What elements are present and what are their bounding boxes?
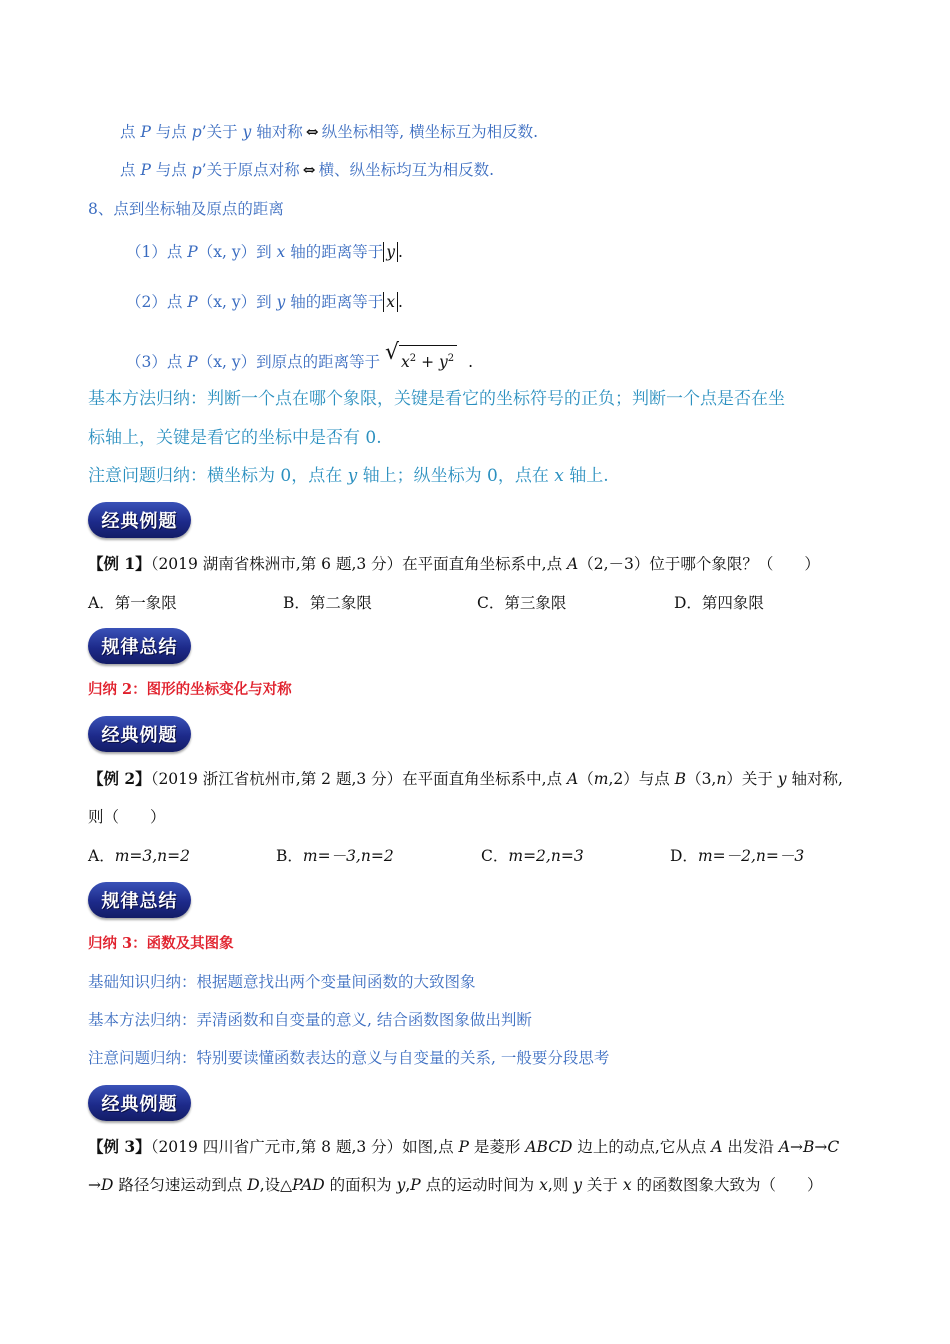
text: ,设△ bbox=[259, 1176, 293, 1194]
example3-question-cont bbox=[88, 1174, 823, 1196]
text: （2019 浙江省杭州市,第 2 题,3 分）在平面直角坐标系中,点 bbox=[150, 770, 568, 788]
text: 的面积为 bbox=[324, 1176, 397, 1194]
text: 的函数图象大致为（ ） bbox=[631, 1176, 823, 1194]
var-x: x bbox=[401, 353, 410, 372]
radicand bbox=[399, 345, 457, 373]
period: . bbox=[397, 293, 403, 311]
var-p-prime: p bbox=[191, 161, 202, 179]
var-x: x bbox=[554, 466, 564, 486]
distance-item-2 bbox=[126, 291, 403, 313]
var-y: y bbox=[242, 123, 252, 141]
guina3-heading: 归纳 3：函数及其图象 bbox=[88, 935, 234, 952]
var-a: A bbox=[567, 555, 579, 573]
text: ）关于 bbox=[726, 770, 778, 788]
example1-option-b[interactable]: B．第二象限 bbox=[283, 594, 372, 612]
period: . bbox=[397, 243, 403, 261]
var-d: D bbox=[101, 1176, 114, 1194]
text: （1）点 bbox=[126, 243, 188, 261]
var-y: y bbox=[276, 293, 286, 311]
exponent: 2 bbox=[409, 353, 417, 364]
sqrt-expression bbox=[385, 340, 457, 373]
text: （2019 湖南省株洲市,第 6 题,3 分）在平面直角坐标系中,点 bbox=[150, 555, 568, 573]
text: 关于 bbox=[581, 1176, 623, 1194]
text: 与点 bbox=[150, 123, 192, 141]
coord: （x, y） bbox=[197, 353, 257, 372]
text: （2,－3）位于哪个象限？（ ） bbox=[578, 555, 820, 573]
iff-arrow-icon: ⇔ bbox=[302, 160, 316, 179]
exponent: 2 bbox=[447, 353, 455, 364]
text: （2）点 bbox=[126, 293, 188, 311]
period: . bbox=[468, 353, 474, 372]
text: 是菱形 bbox=[468, 1138, 526, 1156]
badge-label: 经典例题 bbox=[101, 725, 178, 746]
option-letter: C． bbox=[481, 847, 509, 865]
abs-value bbox=[383, 292, 398, 312]
var-p: P bbox=[140, 123, 151, 141]
var-d: D bbox=[247, 1176, 260, 1194]
symmetry-y-axis-line bbox=[120, 121, 538, 143]
text: 注意问题归纳：横坐标为 0，点在 bbox=[88, 466, 348, 486]
var-y: y bbox=[573, 1176, 582, 1194]
text: （3）点 bbox=[126, 353, 188, 372]
text: 轴对称 bbox=[251, 123, 303, 141]
var-y: y bbox=[386, 243, 395, 261]
text: 点 bbox=[120, 161, 141, 179]
text: 路径匀速运动到点 bbox=[113, 1176, 248, 1194]
var-p: P bbox=[458, 1138, 469, 1156]
var-p: P bbox=[140, 161, 151, 179]
basic-knowledge-line: 基础知识归纳：根据题意找出两个变量间函数的大致图象 bbox=[88, 973, 476, 991]
iff-arrow-icon: ⇔ bbox=[305, 122, 319, 141]
attention-line bbox=[88, 465, 609, 487]
example1-option-a[interactable]: A．第一象限 bbox=[88, 594, 177, 612]
text: 出发沿 bbox=[722, 1138, 779, 1156]
var-y: y bbox=[777, 770, 787, 788]
example2-option-d[interactable] bbox=[670, 845, 804, 867]
option-letter: D． bbox=[670, 847, 698, 865]
radical-icon: √ bbox=[385, 340, 400, 365]
var-a: A bbox=[711, 1138, 723, 1156]
text: 点 bbox=[120, 123, 141, 141]
text: （3, bbox=[686, 770, 717, 788]
var-x: x bbox=[386, 293, 395, 311]
option-body: m=－2,n=－3 bbox=[697, 847, 805, 865]
var-y: y bbox=[347, 466, 358, 486]
section8-title: 8、点到坐标轴及原点的距离 bbox=[88, 200, 284, 218]
option-body: m=3,n=2 bbox=[114, 847, 191, 865]
badge-label: 规律总结 bbox=[101, 637, 178, 658]
text: 到 bbox=[256, 243, 277, 261]
var-abcd: ABCD bbox=[525, 1138, 573, 1156]
var-pad: PAD bbox=[292, 1176, 325, 1194]
example2-option-c[interactable] bbox=[481, 845, 584, 867]
coord: （x, y） bbox=[197, 243, 257, 261]
text: ,则 bbox=[547, 1176, 574, 1194]
text: 边上的动点,它从点 bbox=[572, 1138, 712, 1156]
classic-example-badge bbox=[88, 716, 191, 752]
symmetry-origin-line bbox=[120, 159, 494, 181]
text: 轴上. bbox=[563, 466, 609, 486]
badge-label: 规律总结 bbox=[101, 891, 178, 912]
classic-example-badge bbox=[88, 502, 191, 538]
text: ’关于 bbox=[201, 123, 243, 141]
option-letter: A． bbox=[88, 847, 115, 865]
example-label: 【例 2】 bbox=[88, 769, 151, 788]
var-b: B bbox=[674, 770, 687, 788]
distance-item-1 bbox=[126, 241, 403, 263]
method-line-1: 基本方法归纳：判断一个点在哪个象限，关键是看它的坐标符号的正负；判断一个点是否在坐 bbox=[88, 389, 785, 409]
rules-summary-badge bbox=[88, 882, 191, 918]
example2-option-a[interactable] bbox=[88, 845, 190, 867]
coord: （x, y） bbox=[197, 293, 257, 311]
text: 轴对称, bbox=[786, 770, 843, 788]
var-a: A bbox=[567, 770, 579, 788]
text: （2019 四川省广元市,第 8 题,3 分）如图,点 bbox=[150, 1138, 459, 1156]
var-m: m bbox=[593, 770, 609, 788]
option-letter: B． bbox=[276, 847, 303, 865]
var-y: y bbox=[396, 1176, 406, 1194]
var-x: x bbox=[539, 1176, 548, 1194]
option-body: m=－3,n=2 bbox=[302, 847, 394, 865]
text: , bbox=[405, 1176, 411, 1194]
text: 到原点的距离等于 bbox=[256, 353, 381, 372]
var-y: y bbox=[439, 353, 448, 372]
example2-question-cont: 则（ ） bbox=[88, 808, 166, 826]
badge-label: 经典例题 bbox=[101, 1094, 178, 1115]
attention-line: 注意问题归纳：特别要读懂函数表达的意义与自变量的关系, 一般要分段思考 bbox=[88, 1049, 610, 1067]
abs-value bbox=[383, 242, 398, 262]
example1-option-c[interactable]: C．第三象限 bbox=[477, 594, 567, 612]
var-p: P bbox=[187, 353, 198, 372]
example2-option-b[interactable] bbox=[276, 845, 394, 867]
example2-question bbox=[88, 768, 843, 790]
plus-sign: + bbox=[416, 353, 440, 372]
var-n: n bbox=[716, 770, 727, 788]
text: 与点 bbox=[150, 161, 192, 179]
method-line-2: 标轴上，关键是看它的坐标中是否有 0. bbox=[88, 428, 382, 448]
example1-option-d[interactable]: D．第四象限 bbox=[674, 594, 764, 612]
option-body: m=2,n=3 bbox=[508, 847, 584, 865]
text: 纵坐标相等, 横坐标互为相反数. bbox=[321, 123, 539, 141]
text: ,2）与点 bbox=[608, 770, 675, 788]
text: 横、纵坐标均互为相反数. bbox=[318, 161, 495, 179]
path-expression: A→B→C bbox=[778, 1138, 840, 1156]
arrow-icon: → bbox=[88, 1176, 101, 1194]
var-p: P bbox=[410, 1176, 421, 1194]
var-x: x bbox=[622, 1176, 632, 1194]
example1-question bbox=[88, 553, 820, 575]
example-label: 【例 1】 bbox=[88, 554, 151, 573]
text: 轴的距离等于 bbox=[285, 243, 384, 261]
distance-item-3 bbox=[126, 340, 474, 373]
var-p: P bbox=[187, 293, 198, 311]
basic-method-line: 基本方法归纳：弄清函数和自变量的意义, 结合函数图象做出判断 bbox=[88, 1011, 532, 1029]
var-x: x bbox=[276, 243, 286, 261]
badge-label: 经典例题 bbox=[101, 511, 178, 532]
text: 轴上；纵坐标为 0，点在 bbox=[357, 466, 555, 486]
text: （ bbox=[578, 770, 594, 788]
text: 轴的距离等于 bbox=[285, 293, 384, 311]
text: 点的运动时间为 bbox=[420, 1176, 540, 1194]
var-p: P bbox=[187, 243, 198, 261]
rules-summary-badge bbox=[88, 628, 191, 664]
guina2-heading: 归纳 2：图形的坐标变化与对称 bbox=[88, 681, 292, 698]
text: ’关于原点对称 bbox=[201, 161, 300, 179]
example3-question bbox=[88, 1136, 839, 1158]
var-p-prime: p bbox=[191, 123, 202, 141]
classic-example-badge bbox=[88, 1085, 191, 1121]
example-label: 【例 3】 bbox=[88, 1137, 151, 1156]
text: 到 bbox=[256, 293, 277, 311]
